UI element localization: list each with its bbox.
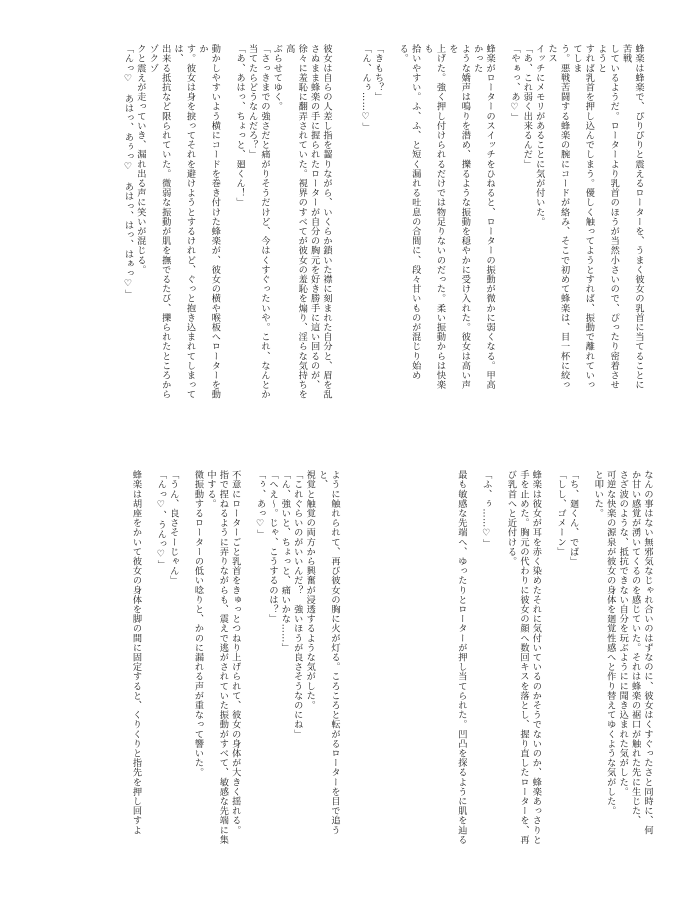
paragraph-spacer <box>492 470 504 865</box>
text-line: さざ波のような、抵抗できない自分を玩ぶようにに聞き込まれた気がした。 <box>617 470 629 797</box>
text-line: ぶらせてゆく。 <box>271 44 283 112</box>
text-line: 微振動するローターの低い唸りと、かのに漏れる声が重なって響いた。 <box>192 470 204 778</box>
paragraph-spacer <box>241 470 253 850</box>
paragraph-spacer <box>179 470 191 850</box>
text-line: 「へえ～。じゃ、こうするのは？」 <box>266 470 278 624</box>
text-line: クと震えが走っていき、漏れ出る声に笑いが混じる。 <box>134 44 146 275</box>
text-line: 「ち、廻くん、でば」 <box>567 470 579 566</box>
text-block-top-right <box>362 44 644 394</box>
paragraph-spacer <box>383 44 395 394</box>
text-line: さぬまま蜂楽の手に握られたローターが自分の胸元を好き勝手に這い回るのが、 <box>308 44 320 390</box>
text-line: 上げた。強く押し付けられるだけでは物足りないのだった。柔い振動からは快楽も <box>422 44 446 390</box>
text-line: しているようだ。ローターより乳首のほうが当然小さいので、ぴったり密着させようと <box>595 44 620 390</box>
text-line: 「ん、んぅ……♡」 <box>360 44 372 133</box>
text-line: 彼女は自らの人差し指を齧りながら、いくらか鎖いた襟に刻まれた自分と、眉を乱 <box>321 44 332 400</box>
text-line: なんの事はない無邪気なじゃれ合いのはずなのに、彼女はくすぐったさと同時に、何 <box>642 470 653 835</box>
text-line: 動かしやすいよう横にコードを巻き付けた蜂楽が、彼女の横や喉板へローターを動か <box>196 44 221 400</box>
text-line: か甘い感覚が湧いてくるのを感じていた。それは蜂楽の裾口が触れた先に生じた、 <box>629 470 641 826</box>
text-line: ように触れられて、再び彼女の胸に火が灯る。ころころと転がるローターを目で追うと、 <box>316 470 340 835</box>
text-line: 「んっ♡、うんっ♡」 <box>155 470 167 570</box>
text-line: 徐々に羞恥に翻弄されていた。視界のすべてが彼女の羞恥を煽り、淫らな気持ちを高 <box>283 44 308 400</box>
text-line: 出来る抵抗など限られていた。微弱な振動が肌を撫でるたび、擽られたところからゾクゾ <box>147 44 171 400</box>
text-line: 蜂楽は蜂楽で、ぴりぴりと震えるローターを、うまく彼女の乳首に当てることに苦戦 <box>620 44 644 390</box>
text-block-bottom-right <box>378 470 653 865</box>
text-line: 手を止めた。胸元の代わりに彼女の顔へ数回キスを落とし、握り直したローターを、再 <box>517 470 529 845</box>
text-line: う。悪戦苦闘する蜂楽の腕にコードが絡み、そこで初めて蜂楽は、目一杯に絞ったス <box>546 44 570 390</box>
text-line: す。彼女は身を捩ってそれを避けようとするけれど、ぐっと抱き込まれてしまっては、 <box>172 44 196 400</box>
text-line: 蜂楽がローターのスイッチをひねると、ローターの振動が微かに弱くなる。甲高かった <box>471 44 496 390</box>
text-line: 視覚と触覚の両方から興奮が浸透するような気がした。 <box>304 470 316 710</box>
paragraph-spacer <box>467 470 479 865</box>
text-line: 「さっきまでの強さだと痛がりそうだけど、今はくすぐったいや。これ、なんとか <box>258 44 270 400</box>
text-line: 「きもち？」 <box>372 44 384 102</box>
text-line: 「ふ、ぅ……♡」 <box>480 470 492 549</box>
text-line: と叩いた。 <box>592 470 604 518</box>
paragraph-spacer <box>220 44 232 400</box>
text-line: 蜂楽は彼女が耳を赤く染めたそれに気付いているのかそうでないのか、蜂楽あっさりと <box>530 470 542 845</box>
text-line: すれば乳首を押し込んでしまう。優しく触ってようとすれば、振動で離れていってしま <box>570 44 595 390</box>
text-line: 「うん、良さそーじゃん」 <box>167 470 179 586</box>
text-block-top-left <box>40 44 332 400</box>
text-block-bottom-left <box>40 470 340 850</box>
text-line: 「ぅ、あっ♡」 <box>254 470 266 539</box>
text-line: 拾いやすい。ふ、ふ、と短く漏れる吐息の合間に、段々甘いものが混じり始める。 <box>397 44 421 380</box>
text-line: 最も敏感な先端へ、ゆったりとローターが押し当てられた。凹凸を探るように肌を辿る <box>455 470 467 845</box>
paragraph-spacer <box>579 470 591 865</box>
text-line: び乳首へと近付ける。 <box>505 470 517 566</box>
text-line: 当てたらどうなんだろ？」 <box>246 44 258 160</box>
paragraph-spacer <box>142 470 154 850</box>
text-line: 「んっ♡ あはっ、あぅっ♡ あはっ、はっ、はぁっ♡」 <box>122 44 134 299</box>
text-line: 「あ、あはっ、ちょっと、廻くん！」 <box>234 44 246 208</box>
text-line: 「これぐらいのがいいんだ？ 強いほうが良さそうなのにね」 <box>291 470 303 739</box>
text-line: 不意にローターごと乳首をきゅっとつねり上げられて、彼女の身体が大きく揺れる。 <box>229 470 241 835</box>
text-line: 「しし、ゴメーン」 <box>555 470 567 557</box>
text-line: イッチにメモリがあることに気が付いた。 <box>533 44 545 227</box>
paragraph-spacer <box>541 470 553 865</box>
text-line: 「あ、これ弱く出来るんだ」 <box>521 44 533 169</box>
text-line: 指で捏ねるように弄りながらも、震えで逃がされていた振動がすべて、敏感な先端に集中する。 <box>204 470 229 845</box>
paragraph-spacer <box>495 44 507 394</box>
text-line: 蜂楽は胡座をかいて彼女の身体を脚の間に固定すると、くりくりと指先を押し回すよ <box>130 470 142 835</box>
text-line: 「やぁっ、あ♡」 <box>508 44 520 123</box>
text-line: 可逆な快楽の源泉が彼女の身体を廻覚性感へと作り替えてゆくような気がした。 <box>604 470 616 816</box>
text-line: ような嬌声は鳴りを潜め、擽るような振動を穏やかに受け入れた。彼女は高い声を <box>446 44 471 390</box>
text-line: 「ん、強いと、ちょっと、痛いかな……」 <box>279 470 291 653</box>
